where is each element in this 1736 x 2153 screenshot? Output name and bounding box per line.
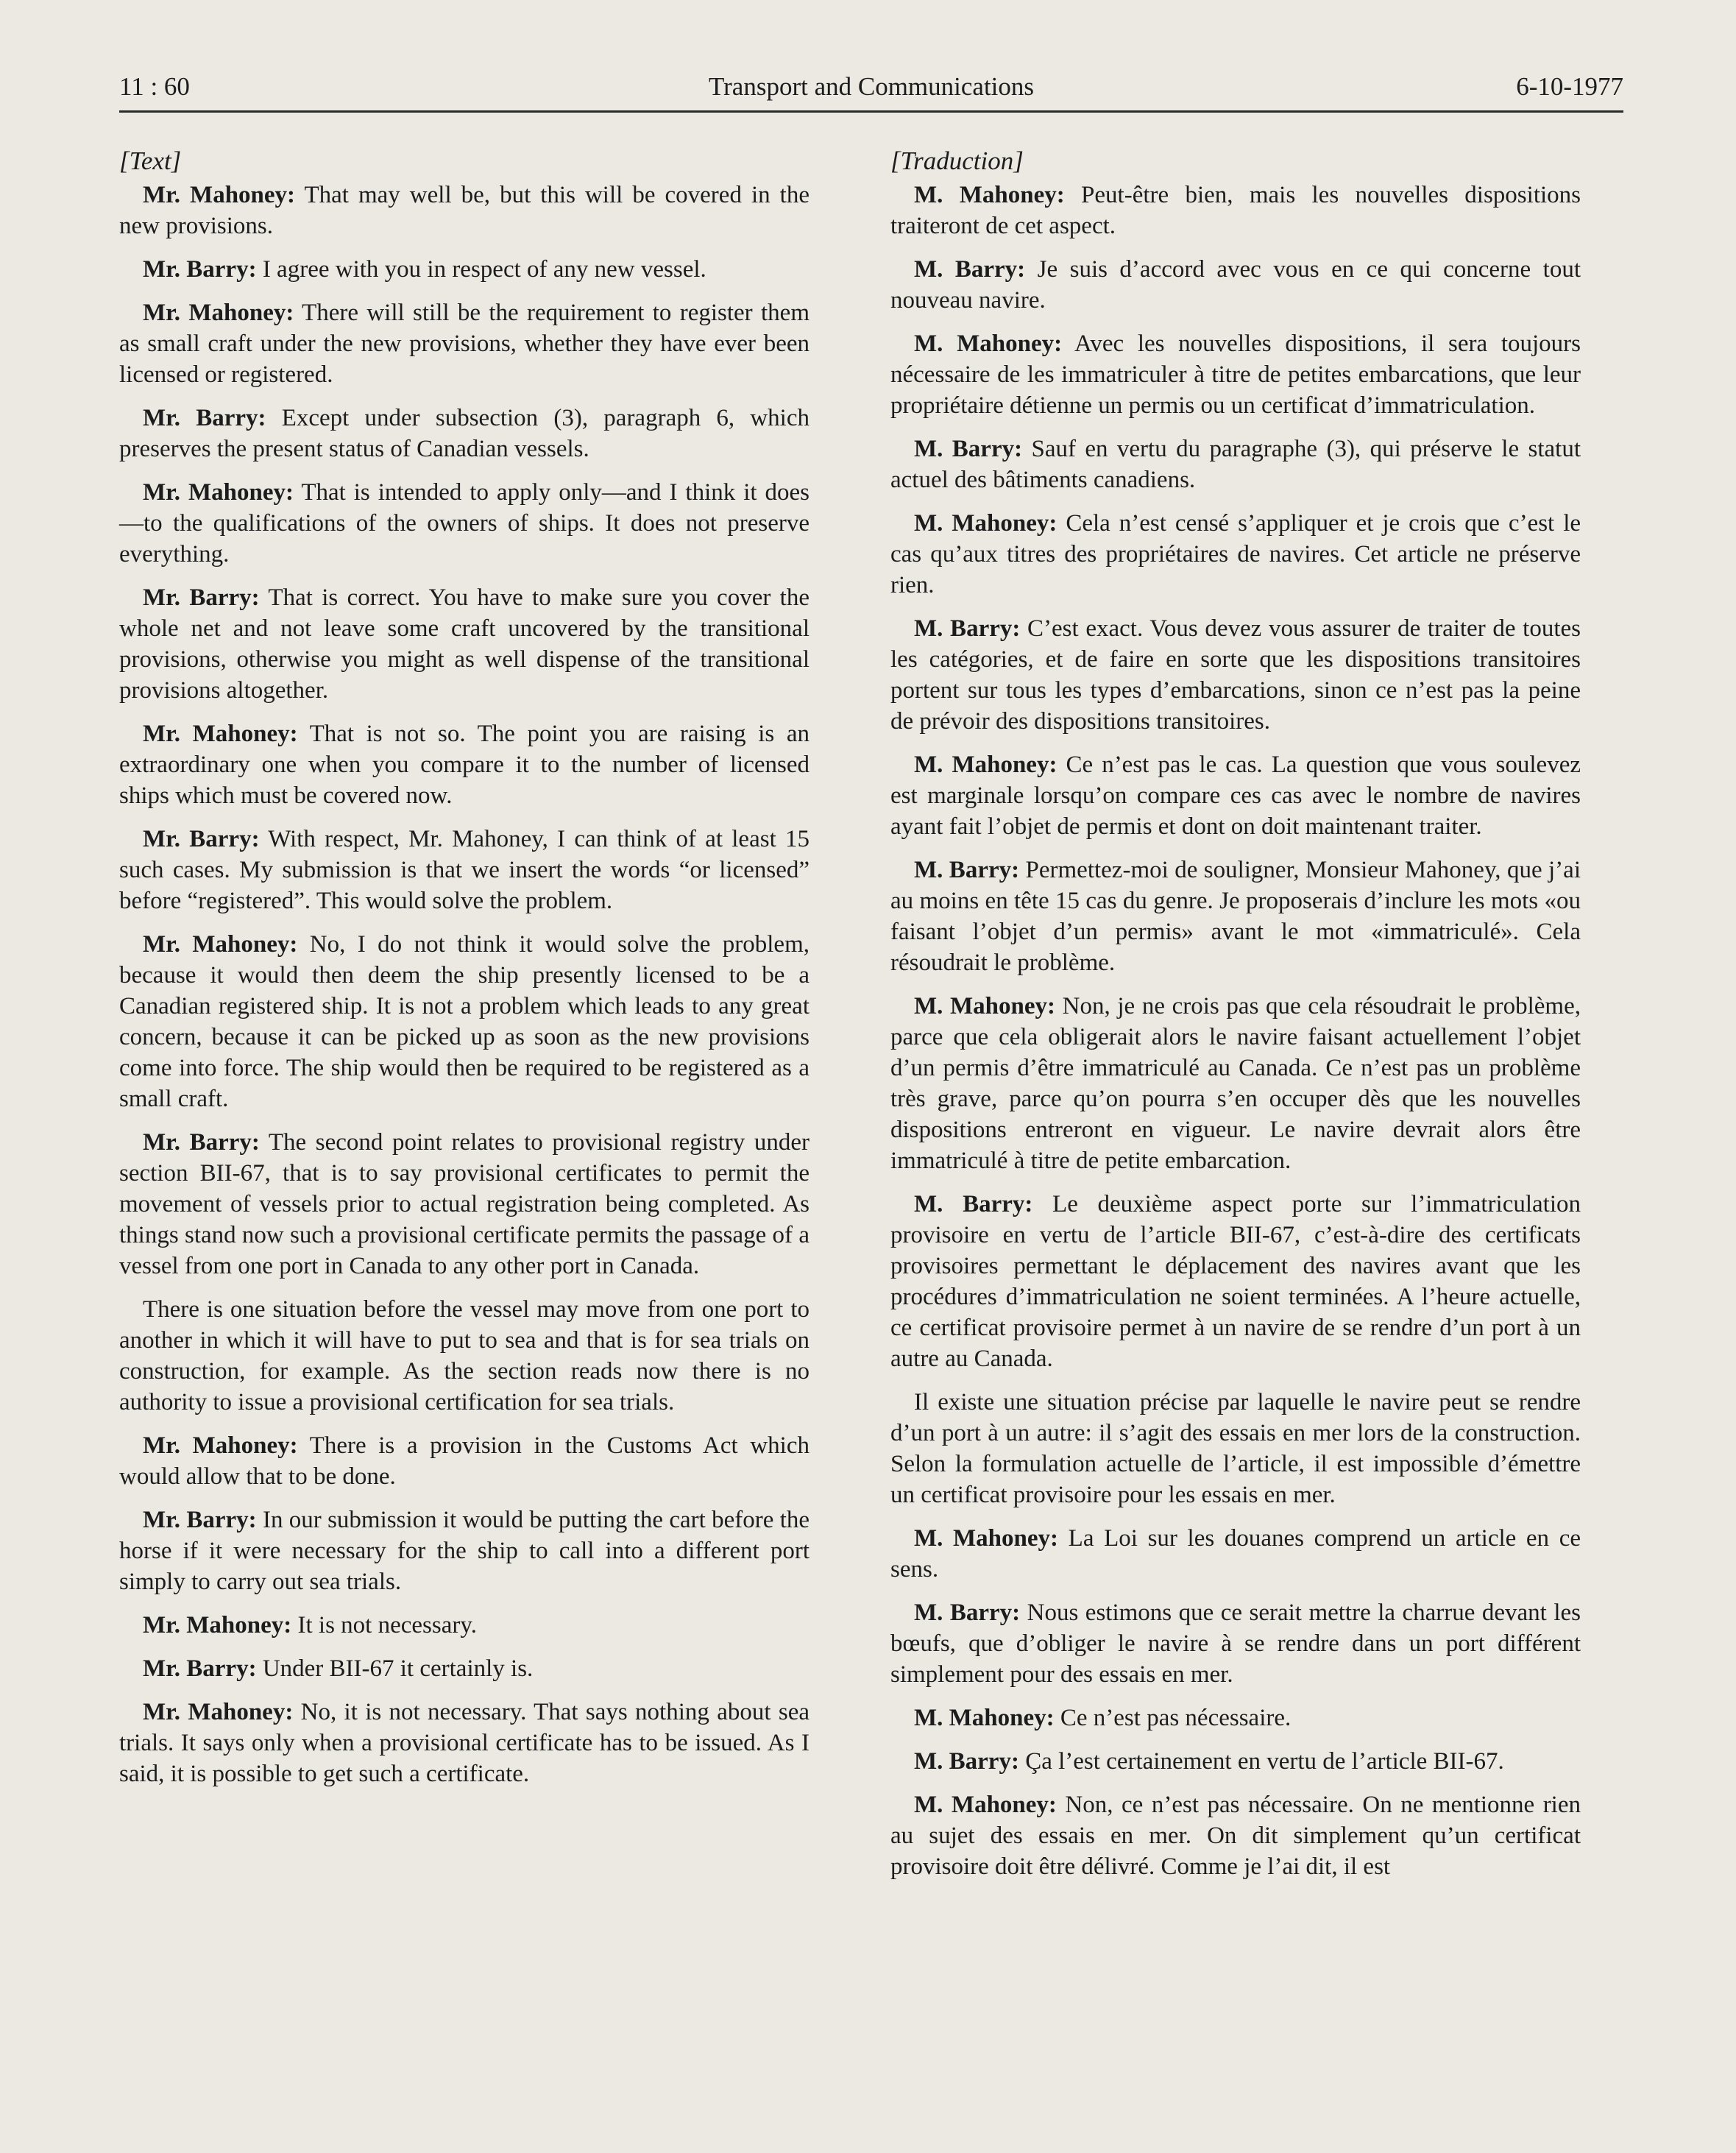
speaker-name: Mr. Mahoney: bbox=[143, 300, 294, 326]
speaker-name: M. Mahoney: bbox=[914, 330, 1063, 357]
speaker-name: Mr. Mahoney: bbox=[143, 1432, 298, 1459]
speech-text: Peut-être bien, mais les nouvelles dispositions traiteront de cet aspect. bbox=[890, 182, 1581, 239]
speech-text: In our submission it would be putting the cart before the horse if it were necessary for the ship to call into a different port simply to carry out sea trials. bbox=[119, 1507, 810, 1595]
speech-text: That may well be, but this will be covered in the new provisions. bbox=[119, 182, 809, 239]
speaker-name: M. Mahoney: bbox=[914, 510, 1057, 537]
speech-text: It is not necessary. bbox=[291, 1612, 477, 1638]
speaker-name: Mr. Barry: bbox=[143, 1129, 260, 1156]
speech-text: Ce n’est pas le cas. La question que vous soulevez est marginale lorsqu’on compare ces cas avec le nombre de navires ayant fait l’objet de permis et dont on doit maintenant traiter. bbox=[890, 752, 1581, 840]
speech-text: That is correct. You have to make sure you cover the whole net and not leave some craft uncovered by the transitional provisions, otherwise you might as well dispense of the transitional provisions altogether. bbox=[119, 584, 809, 704]
speaker-name: Mr. Mahoney: bbox=[143, 1699, 294, 1725]
speech-text: La Loi sur les douanes comprend un article en ce sens. bbox=[890, 1525, 1581, 1583]
speech-text: There is a provision in the Customs Act which would allow that to be done. bbox=[119, 1432, 809, 1490]
speech-text: C’est exact. Vous devez vous assurer de traiter de toutes les catégories, et de faire en sorte que les dispositions transitoires portent sur tous les types d’embarcations, sinon ce n’est pas la peine de prévoir des dispositions transitoires. bbox=[890, 615, 1581, 735]
speech-text: Under BII-67 it certainly is. bbox=[256, 1655, 534, 1682]
speech-text: Sauf en vertu du paragraphe (3), qui préserve le statut actuel des bâtiments canadiens. bbox=[890, 436, 1581, 493]
french-paragraph bbox=[890, 1789, 1581, 1882]
speech-text: Avec les nouvelles dispositions, il sera toujours nécessaire de les immatriculer à titre de petites embarcations, que leur propriétaire détienne un permis ou un certificat d’immatriculation. bbox=[890, 330, 1581, 419]
speech-text: That is not so. The point you are raising is an extraordinary one when you compare it to the number of licensed ships which must be covered now. bbox=[119, 721, 809, 809]
text-marker: [Text] bbox=[119, 146, 182, 175]
french-paragraph bbox=[890, 508, 1581, 601]
french-paragraph bbox=[890, 180, 1581, 241]
traduction-marker: [Traduction] bbox=[890, 146, 1024, 175]
speech-text: Permettez-moi de souligner, Monsieur Mahoney, que j’ai au moins en tête 15 cas du genre. Je proposerais d’inclure les mots «ou faisant l’objet d’un permis» avant le mot «immatriculé». Cela résoudrait le problème. bbox=[890, 857, 1581, 976]
speaker-name: M. Barry: bbox=[914, 1748, 1019, 1775]
speaker-name: M. Barry: bbox=[914, 857, 1020, 883]
french-paragraph bbox=[890, 749, 1581, 842]
publication-title: Transport and Communications bbox=[708, 72, 1035, 101]
english-column bbox=[119, 146, 809, 1802]
speaker-name: M. Mahoney: bbox=[914, 752, 1057, 778]
french-paragraph bbox=[890, 613, 1581, 737]
french-paragraph bbox=[890, 1523, 1581, 1585]
speaker-name: M. Mahoney: bbox=[914, 1525, 1059, 1552]
english-paragraph bbox=[119, 254, 809, 285]
speech-text: No, it is not necessary. That says nothing about sea trials. It says only when a provisional certificate has to be issued. As I said, it is possible to get such a certificate. bbox=[119, 1699, 809, 1787]
english-paragraph bbox=[119, 297, 809, 390]
issue-date: 6-10-1977 bbox=[1516, 72, 1623, 101]
speech-text: Ce n’est pas nécessaire. bbox=[1054, 1705, 1292, 1731]
french-paragraph bbox=[890, 254, 1581, 316]
speech-text: Je suis d’accord avec vous en ce qui concerne tout nouveau navire. bbox=[890, 256, 1581, 314]
speaker-name: M. Barry: bbox=[914, 256, 1026, 283]
english-paragraph bbox=[119, 1610, 809, 1641]
speech-text: No, I do not think it would solve the problem, because it would then deem the ship presently licensed to be a Canadian registered ship. It is not a problem which leads to any great concern, because it can be picked up as soon as the new provisions come into force. The ship would then be required to be registered as a small craft. bbox=[119, 931, 809, 1112]
english-paragraph bbox=[119, 403, 809, 464]
speaker-name: Mr. Barry: bbox=[143, 584, 260, 611]
french-paragraph bbox=[890, 855, 1581, 978]
french-paragraph bbox=[890, 1703, 1581, 1733]
speech-text: Non, je ne crois pas que cela résoudrait le problème, parce que cela obligerait alors le navire faisant actuellement l’objet d’un permis d’être immatriculé au Canada. Ce n’est pas un problème très grave, parce qu’on pourra s’en occuper dès que les nouvelles dispositions entreront en vigueur. Le navire devrait alors être immatriculé à titre de petite embarcation. bbox=[890, 993, 1581, 1174]
speaker-name: M. Mahoney: bbox=[914, 182, 1065, 208]
english-paragraph bbox=[119, 180, 809, 241]
speech-text: Ça l’est certainement en vertu de l’article BII-67. bbox=[1018, 1748, 1504, 1775]
speaker-name: M. Mahoney: bbox=[914, 993, 1056, 1019]
speaker-name: M. Barry: bbox=[914, 1599, 1021, 1626]
french-paragraph bbox=[890, 1387, 1581, 1510]
english-paragraph bbox=[119, 824, 809, 916]
english-paragraph bbox=[119, 477, 809, 570]
speech-text: Non, ce n’est pas nécessaire. On ne mentionne rien au sujet des essais en mer. On dit simplement qu’un certificat provisoire doit être délivré. Comme je l’ai dit, il est bbox=[890, 1792, 1581, 1880]
english-paragraph bbox=[119, 1697, 809, 1789]
speech-text: With respect, Mr. Mahoney, I can think of at least 15 such cases. My submission is that we insert the words “or licensed” before “registered”. This would solve the problem. bbox=[119, 826, 809, 914]
french-paragraph bbox=[890, 1746, 1581, 1777]
speech-text: I agree with you in respect of any new vessel. bbox=[256, 256, 706, 283]
speaker-name: Mr. Mahoney: bbox=[143, 1612, 292, 1638]
speaker-name: Mr. Mahoney: bbox=[143, 479, 294, 506]
english-paragraph bbox=[119, 718, 809, 811]
speaker-name: M. Barry: bbox=[914, 1191, 1033, 1217]
french-paragraph bbox=[890, 1189, 1581, 1374]
french-paragraph bbox=[890, 434, 1581, 495]
speech-text: Le deuxième aspect porte sur l’immatriculation provisoire en vertu de l’article BII-67, c’est-à-dire des certificats provisoires permettant le déplacement des navires avant que les procédures d’immatriculation ne soient terminées. A l’heure actuelle, ce certificat provisoire permet à un navire de se rendre d’un port à un autre au Canada. bbox=[890, 1191, 1581, 1372]
speaker-name: Mr. Barry: bbox=[143, 256, 257, 283]
speaker-name: M. Barry: bbox=[914, 615, 1021, 642]
speaker-name: Mr. Mahoney: bbox=[143, 182, 296, 208]
page-number: 11 : 60 bbox=[119, 72, 190, 101]
french-paragraph bbox=[890, 991, 1581, 1176]
speaker-name: Mr. Mahoney: bbox=[143, 931, 298, 958]
speaker-name: Mr. Barry: bbox=[143, 1507, 257, 1533]
english-paragraph bbox=[119, 929, 809, 1114]
french-paragraph bbox=[890, 1597, 1581, 1690]
speech-text: Except under subsection (3), paragraph 6, which preserves the present status of Canadian vessels. bbox=[119, 405, 809, 462]
english-paragraph bbox=[119, 1430, 809, 1492]
speaker-name: M. Mahoney: bbox=[914, 1705, 1055, 1731]
english-paragraph bbox=[119, 1294, 809, 1418]
speech-text: There is one situation before the vessel may move from one port to another in which it will have to put to sea and that is for sea trials on construction, for example. As the section reads now there is no authority to issue a provisional certification for sea trials. bbox=[119, 1296, 809, 1415]
english-paragraph bbox=[119, 1505, 809, 1597]
speaker-name: Mr. Barry: bbox=[143, 1655, 257, 1682]
french-paragraph bbox=[890, 328, 1581, 421]
speaker-name: Mr. Barry: bbox=[143, 826, 260, 852]
speech-text: The second point relates to provisional registry under section BII-67, that is to say provisional certificates to permit the movement of vessels prior to actual registration being completed. As things stand now such a provisional certificate permits the passage of a vessel from one port in Canada to any other port in Canada. bbox=[119, 1129, 809, 1279]
speaker-name: M. Mahoney: bbox=[914, 1792, 1057, 1818]
english-paragraph bbox=[119, 582, 809, 706]
speech-text: Il existe une situation précise par laquelle le navire peut se rendre d’un port à un autre: il s’agit des essais en mer lors de la construction. Selon la formulation actuelle de l’article, il est impossible d’émettre un certificat provisoire pour les essais en mer. bbox=[890, 1389, 1581, 1508]
french-column bbox=[890, 146, 1581, 1895]
speech-text: Cela n’est censé s’appliquer et je crois que c’est le cas qu’aux titres des propriétaires de navires. Cet article ne préserve rien. bbox=[890, 510, 1581, 598]
english-paragraph bbox=[119, 1127, 809, 1281]
speaker-name: Mr. Barry: bbox=[143, 405, 266, 431]
speech-text: There will still be the requirement to register them as small craft under the new provisions, whether they have ever been licensed or registered. bbox=[119, 300, 809, 388]
speech-text: Nous estimons que ce serait mettre la charrue devant les bœufs, que d’obliger le navire à se rendre dans un port différent simplement pour des essais en mer. bbox=[890, 1599, 1581, 1688]
speaker-name: Mr. Mahoney: bbox=[143, 721, 298, 747]
speaker-name: M. Barry: bbox=[914, 436, 1023, 462]
speech-text: That is intended to apply only—and I think it does—to the qualifications of the owners of ships. It does not preserve everything. bbox=[119, 479, 809, 568]
page-header bbox=[119, 69, 1623, 113]
english-paragraph bbox=[119, 1653, 809, 1684]
